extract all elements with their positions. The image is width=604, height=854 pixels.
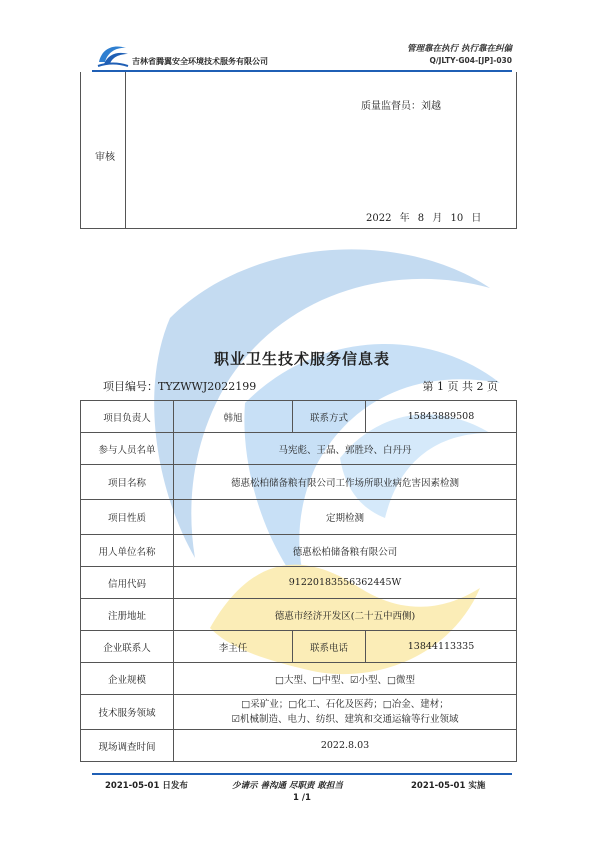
company-logo-icon [96, 42, 130, 68]
page-title: 职业卫生技术服务信息表 [213, 350, 390, 368]
participants-value: 马宪彪、王晶、郭胜玲、白丹丹 [174, 433, 517, 465]
table-row [81, 567, 517, 599]
service-info-table [80, 400, 517, 762]
review-box [80, 72, 517, 229]
table-row [81, 663, 517, 695]
table-row [81, 631, 517, 663]
employer-label: 用人单位名称 [81, 535, 174, 567]
review-label: 审核 [95, 152, 115, 163]
employer-value: 德惠松柏储备粮有限公司 [174, 535, 517, 567]
scale-value: □大型、□中型、☑小型、□微型 [174, 663, 517, 695]
table-row [81, 599, 517, 631]
contact-method-label: 联系方式 [293, 401, 366, 433]
credit-code-value: 91220183556362445W [174, 567, 517, 599]
leader-value: 韩旭 [174, 401, 293, 433]
contact-person-label: 企业联系人 [81, 631, 174, 663]
survey-time-label: 现场调查时间 [81, 730, 174, 762]
table-row [81, 695, 517, 730]
table-row [81, 465, 517, 500]
issue-date: 2021-05-01 日发布 [105, 781, 188, 791]
footer-divider [92, 773, 512, 775]
domain-label: 技术服务领域 [81, 695, 174, 730]
page-indicator: 第 1 页 共 2 页 [422, 380, 498, 393]
table-row [81, 500, 517, 535]
project-name-value: 德惠松柏储备粮有限公司工作场所职业病危害因素检测 [174, 465, 517, 500]
table-row [81, 535, 517, 567]
effective-date: 2021-05-01 实施 [411, 781, 486, 791]
participants-label: 参与人员名单 [81, 433, 174, 465]
document-number: Q/JLTY·G04-[JP]-030 [429, 56, 512, 65]
table-row [81, 433, 517, 465]
table-row [81, 730, 517, 762]
address-value: 德惠市经济开发区(二十五中西侧) [174, 599, 517, 631]
credit-code-label: 信用代码 [81, 567, 174, 599]
contact-phone-value: 13844113335 [366, 631, 517, 663]
survey-time-value: 2022.8.03 [174, 730, 517, 762]
footer-motto: 少请示 善沟通 尽职责 敢担当 [232, 781, 343, 791]
review-date: 2022 年 8 月 10 日 [366, 213, 482, 224]
company-name: 吉林省腾翼安全环境技术服务有限公司 [132, 57, 268, 66]
project-nature-label: 项目性质 [81, 500, 174, 535]
scale-label: 企业规模 [81, 663, 174, 695]
domain-line-1: □采矿业；□化工、石化及医药；□冶金、建材； [241, 699, 449, 710]
table-row [81, 401, 517, 433]
address-label: 注册地址 [81, 599, 174, 631]
leader-label: 项目负责人 [81, 401, 174, 433]
contact-method-value: 15843889508 [366, 401, 517, 433]
review-label-cell [81, 72, 126, 228]
domain-line-2: ☑机械制造、电力、纺织、建筑和交通运输等行业领域 [231, 714, 459, 725]
project-name-label: 项目名称 [81, 465, 174, 500]
footer-page-number: 1 /1 [293, 793, 311, 803]
project-nature-value: 定期检测 [174, 500, 517, 535]
header-slogan: 管理靠在执行 执行靠在纠偏 [407, 44, 512, 54]
contact-person-value: 李主任 [174, 631, 293, 663]
project-number: 项目编号：TYZWWJ2022199 [103, 380, 257, 393]
contact-phone-label: 联系电话 [293, 631, 366, 663]
quality-inspector: 质量监督员：刘越 [361, 101, 441, 112]
domain-value [174, 695, 517, 730]
